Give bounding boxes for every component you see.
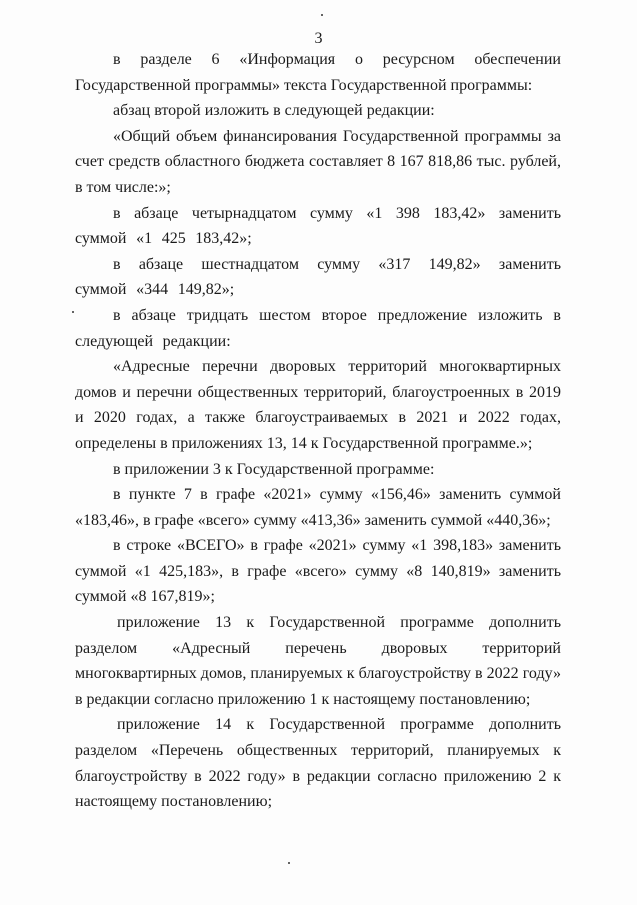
scan-speck: [288, 862, 290, 864]
paragraph-section-6: в разделе 6 «Информация о ресурсном обеспечении Государственной программы» текста Государственной программы:: [75, 51, 561, 94]
page-number: 3: [314, 30, 323, 47]
paragraph-abzac-second: абзац второй изложить в следующей редакции:: [113, 102, 435, 120]
paragraph-item-7: в пункте 7 в графе «2021» сумму «156,46» заменить суммой «183,46», в графе «всего» сумму «413,36» заменить суммой «440,36»;: [75, 486, 561, 529]
paragraph-total-financing: «Общий объем финансирования Государственной программы за счет средств областного бюджета составляет 8 167 818,86 тыс. рублей, в том числе:»;: [75, 127, 561, 196]
paragraph-appendix-14: приложение 14 к Государственной программе дополнить разделом «Перечень общественных территорий, планируемых к благоустройству в 2022 году» в редакции согласно приложению 2 к настоящему постановлению;: [75, 716, 561, 811]
scan-speck: [321, 14, 323, 16]
paragraph-address-lists: «Адресные перечни дворовых территорий многоквартирных домов и перечни общественных территорий, благоустроенных в 2019 и 2020 годах, а также благоустраиваемых в 2021 и 2022 годах, определены в приложениях 13, 14 к Государственной программе.»;: [75, 358, 561, 452]
paragraph-abzac-14: в абзаце четырнадцатом сумму «1 398 183,42» заменить суммой «1 425 183,42»;: [75, 204, 561, 248]
paragraph-row-total: в строке «ВСЕГО» в графе «2021» сумму «1 398,183» заменить суммой «1 425,183», в графе «всего» сумму «8 140,819» заменить суммой «8 167,819»;: [75, 537, 561, 606]
paragraph-appendix-3: в приложении 3 к Государственной программе:: [113, 460, 435, 478]
document-body: [75, 47, 561, 815]
paragraph-abzac-16: в абзаце шестнадцатом сумму «317 149,82» заменить суммой «344 149,82»;: [75, 255, 561, 299]
paragraph-abzac-36: в абзаце тридцать шестом второе предложение изложить в следующей редакции:: [75, 306, 561, 350]
scan-speck: [72, 311, 74, 313]
paragraph-appendix-13: приложение 13 к Государственной программе дополнить разделом «Адресный перечень дворовых территорий многоквартирных домов, планируемых к благоустройству в 2022 году» в редакции согласно приложению 1 к настоящему постановлению;: [75, 614, 561, 708]
